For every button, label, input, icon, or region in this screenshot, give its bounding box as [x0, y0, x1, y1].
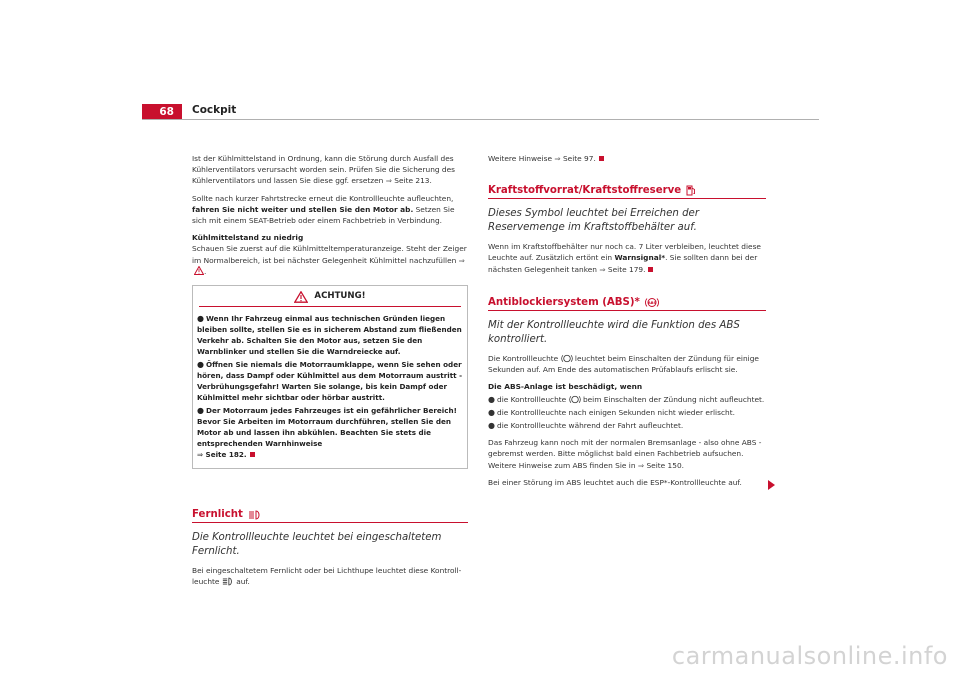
svg-text:ABS: ABS: [647, 300, 656, 305]
end-marker-icon: [250, 452, 255, 457]
abs-paragraph: Die Kontrollleuchte leuchtet beim Einschalten der Zündung für einige Sekunden auf. Am Ende des automatischen Prüfablaufs erlischt sie.: [488, 354, 759, 375]
page-reference[interactable]: Seite 97.: [562, 154, 596, 163]
fuel-reserve-paragraph: Wenn im Kraftstoffbehälter nur noch ca. 7 Liter verbleiben, leuchtet diese Leuchte auf. Zusätzlich ertönt ein Warnsignal*. Sie sollten dann bei der nächsten Gelegenheit tanken ⇒ Seite 179.: [488, 242, 761, 274]
end-marker-icon: [599, 156, 604, 161]
high-beam-heading: Fernlicht: [192, 509, 468, 523]
bullet-icon: ●: [488, 407, 495, 417]
left-column: [192, 153, 468, 594]
abs-damaged-heading: Die ABS-Anlage ist beschädigt, wenn: [488, 382, 643, 392]
abs-icon: [645, 297, 659, 308]
end-marker-icon: [648, 267, 653, 272]
warning-box-header: [199, 288, 461, 307]
abs-icon: [561, 354, 573, 363]
high-beam-icon: [222, 577, 234, 586]
warning-box: [192, 285, 468, 469]
low-coolant-paragraph: Schauen Sie zuerst auf die Kühlmitteltemperaturanzeige. Steht der Zeiger im Normalbereich, ist bei nächster Gelegenheit Kühlmittel nachzufüllen ⇒ .: [192, 244, 467, 276]
low-coolant-heading: Kühlmittelstand zu niedrig: [192, 233, 304, 243]
bullet-icon: ●: [197, 314, 204, 324]
ref-arrow-icon: ⇒: [458, 255, 465, 265]
cooling-fan-paragraph: Ist der Kühlmittelstand in Ordnung, kann die Störung durch Ausfall des Kühlerventilators verursacht worden sein. Prüfen Sie die Sicherung des Kühlerventilators und lassen Sie diese ggf. ersetzen ⇒ Seite 213.: [192, 154, 456, 186]
stop-engine-paragraph: Sollte nach kurzer Fahrtstrecke erneut die Kontrollleuchte aufleuchten, fahren Sie nicht weiter und stellen Sie den Motor ab. Setzen Sie sich mit einem SEAT-Betrieb oder einem Fachbetrieb in Verbindung.: [192, 193, 455, 226]
page-title: Cockpit: [192, 104, 237, 116]
list-item: ● Öffnen Sie niemals die Motorraumklappe, wenn Sie sehen oder hören, dass Dampf oder Kühlmittel aus dem Motorraum austritt - Verbrühungsgefahr! Warten Sie solange, bis kein Dampf oder Kühlmittel mehr sichtbar oder hörbar austritt.: [197, 360, 463, 403]
abs-fallback-paragraph: Das Fahrzeug kann noch mit der normalen Bremsanlage - also ohne ABS - gebremst werden. Bitte möglichst bald einen Fachbetrieb aufsuchen. Weitere Hinweise zum ABS finden Sie in ⇒ Seite 150.: [488, 438, 762, 470]
ref-arrow-icon: ⇒: [554, 154, 561, 163]
bullet-icon: ●: [488, 421, 495, 431]
more-hints-paragraph: Weitere Hinweise ⇒ Seite 97.: [488, 153, 766, 164]
warning-triangle-icon[interactable]: [194, 266, 204, 275]
ref-arrow-icon: ⇒: [599, 264, 606, 274]
ref-arrow-icon: ⇒: [385, 176, 392, 186]
ref-arrow-icon: ⇒: [197, 450, 204, 460]
warning-list: [193, 313, 467, 460]
abs-icon: [569, 395, 581, 404]
watermark: carmanualsonline.info: [671, 642, 948, 670]
continue-arrow-icon[interactable]: [768, 480, 775, 490]
page-reference[interactable]: Seite 213.: [394, 176, 432, 186]
page-reference[interactable]: Seite 179.: [607, 264, 646, 274]
abs-esp-paragraph: Bei einer Störung im ABS leuchtet auch die ESP*-Kontrollleuchte auf.: [488, 477, 742, 487]
page-number: 68: [142, 104, 182, 119]
ref-arrow-icon: ⇒: [637, 460, 645, 470]
high-beam-paragraph: Bei eingeschaltetem Fernlicht oder bei Lichthupe leuchtet diese Kontroll-leuchte auf.: [192, 566, 462, 587]
warning-triangle-icon: [294, 291, 308, 303]
bullet-icon: ●: [488, 394, 495, 404]
fuel-pump-icon: [686, 184, 696, 196]
list-item: ● die Kontrollleuchte während der Fahrt aufleuchtet.: [488, 421, 684, 431]
abs-damaged-list: [488, 394, 766, 432]
fuel-reserve-subtitle: Dieses Symbol leuchtet bei Erreichen der Reservemenge im Kraftstoffbehälter auf.: [488, 208, 700, 234]
high-beam-subtitle: Die Kontrollleuchte leuchtet bei eingeschaltetem Fernlicht.: [192, 532, 442, 558]
list-item: ● Der Motorraum jedes Fahrzeuges ist ein gefährlicher Bereich! Bevor Sie Arbeiten im Motorraum durchführen, stellen Sie den Motor ab und lassen ihn abkühlen. Beachten Sie stets die entsprechenden Warnhinweise ⇒ Seite 182.: [197, 406, 457, 460]
bullet-icon: ●: [197, 360, 204, 370]
high-beam-icon: [248, 510, 262, 520]
bullet-icon: ●: [197, 406, 204, 416]
right-column: [488, 153, 766, 494]
abs-subtitle: Mit der Kontrollleuchte wird die Funktion des ABS kontrolliert.: [488, 320, 740, 346]
list-item: ● die Kontrollleuchte nach einigen Sekunden nicht wieder erlischt.: [488, 407, 735, 417]
page-reference[interactable]: Seite 150.: [646, 460, 684, 470]
list-item: ● Wenn Ihr Fahrzeug einmal aus technischen Gründen liegen bleiben sollte, stellen Sie es in sicherem Abstand zum fließenden Verkehr ab. Schalten Sie den Motor aus, setzen Sie den Warnblinker und stellen Sie die Warndreiecke auf.: [197, 314, 462, 357]
header-divider: [142, 119, 819, 120]
fuel-reserve-heading: Kraftstoffvorrat/Kraftstoffreserve: [488, 184, 766, 199]
page-reference[interactable]: Seite 182.: [205, 450, 247, 460]
warning-title: ACHTUNG!: [314, 291, 366, 302]
abs-heading: Antiblockiersystem (ABS)* ABS: [488, 297, 766, 311]
list-item: ● die Kontrollleuchte beim Einschalten der Zündung nicht aufleuchtet.: [488, 394, 765, 404]
